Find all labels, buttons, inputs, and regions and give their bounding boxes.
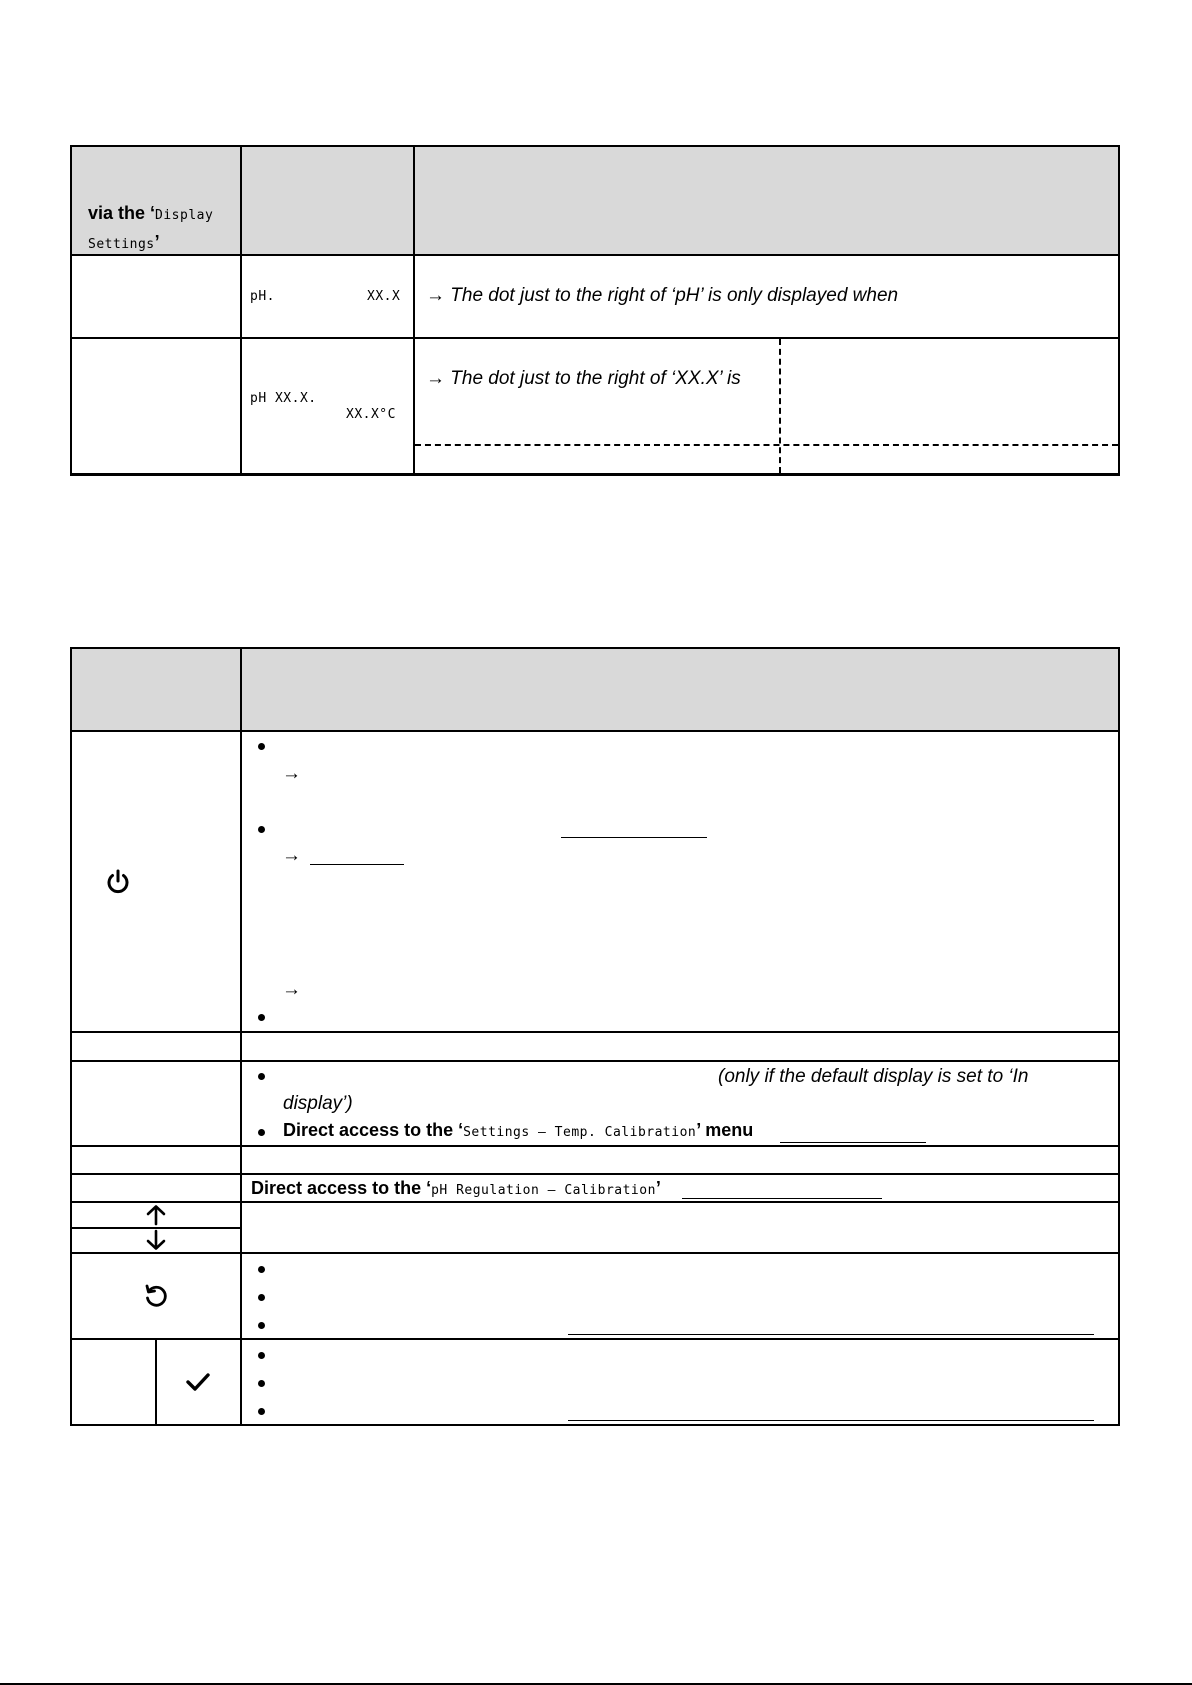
header-suffix: ’	[154, 232, 160, 252]
power-arrow-3: →	[282, 979, 301, 1000]
arrow-up-icon[interactable]	[145, 1204, 167, 1226]
header-menu-a: Display	[155, 208, 214, 223]
row2-note: → The dot just to the right of ‘XX.X’ is	[426, 368, 741, 389]
temp-row-note-cont: display’)	[283, 1093, 353, 1114]
row1-note: → The dot just to the right of ‘pH’ is only displayed when	[426, 285, 899, 306]
header-prefix: via the ‘	[88, 203, 156, 223]
ph-direct-menu: pH Regulation – Calibration	[431, 1183, 656, 1198]
temp-direct-prefix: Direct access to the ‘	[283, 1120, 464, 1140]
row1-display-right: XX.X	[367, 289, 401, 304]
temp-direct-suffix: ’ menu	[696, 1120, 754, 1140]
row1-display-left: pH.	[250, 289, 275, 304]
row2-display-left: pH XX.X.	[250, 391, 317, 406]
row2-display-right: XX.X°C	[346, 407, 396, 422]
power-arrow-1: →	[282, 763, 301, 784]
temp-direct-access	[283, 1120, 753, 1141]
arrow-down-icon[interactable]	[145, 1229, 167, 1251]
ph-direct-prefix: Direct access to the ‘	[251, 1178, 432, 1198]
ph-direct-access	[251, 1178, 661, 1199]
header-menu-b: Settings	[88, 237, 155, 252]
check-icon[interactable]	[186, 1372, 210, 1392]
temp-direct-menu: Settings – Temp. Calibration	[463, 1125, 697, 1140]
table2-header	[71, 648, 1119, 730]
power-arrow-2: →	[282, 845, 301, 866]
undo-icon[interactable]	[143, 1283, 169, 1309]
ph-direct-suffix: ’	[655, 1178, 661, 1198]
power-icon[interactable]	[104, 868, 132, 896]
table1-header-col1	[88, 200, 238, 258]
temp-row-note: (only if the default display is set to ‘In	[718, 1066, 1029, 1087]
